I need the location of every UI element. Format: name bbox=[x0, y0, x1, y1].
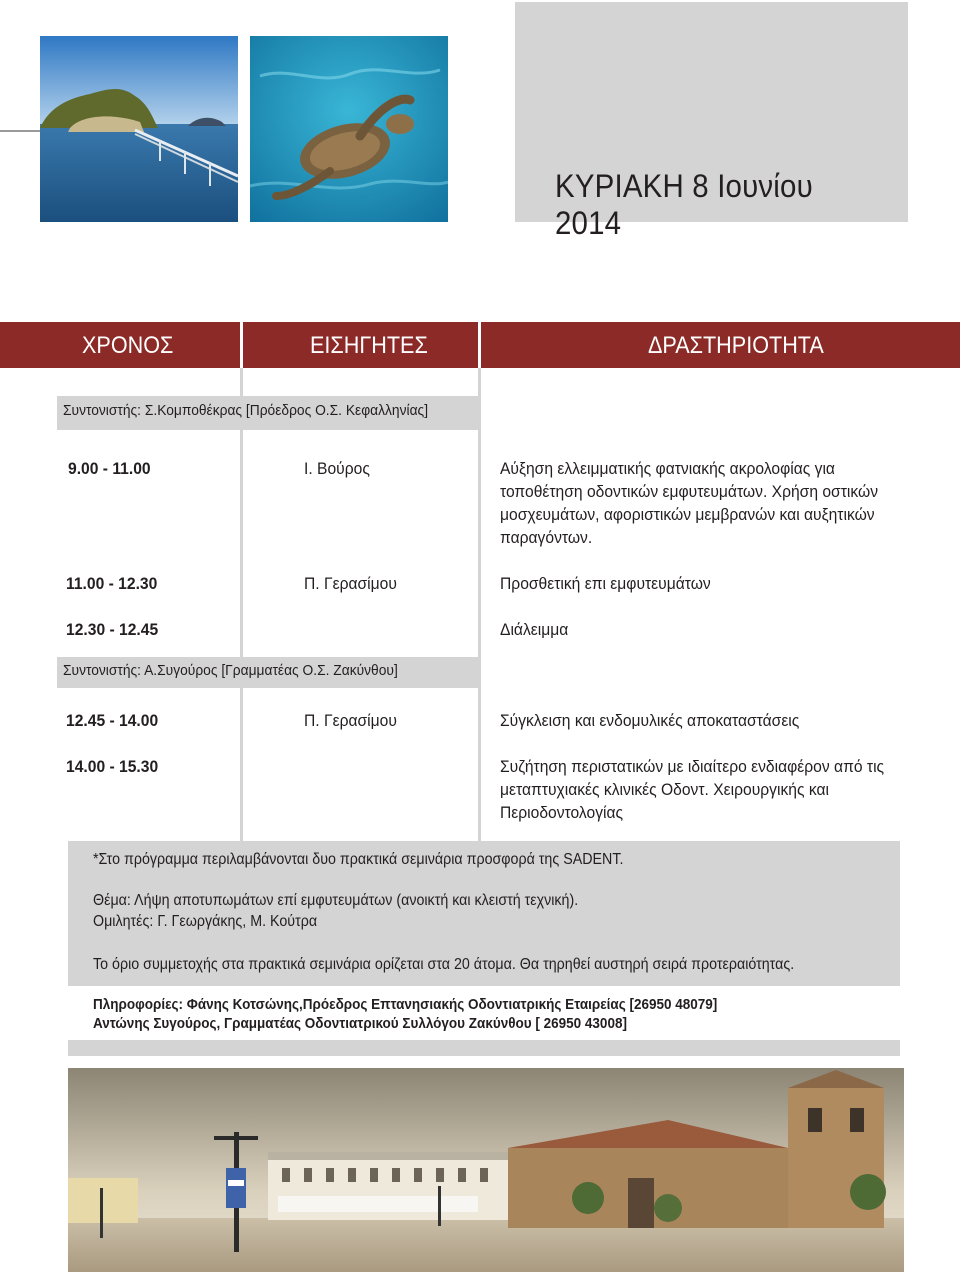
activity-line: Προσθετική επι εμφυτευμάτων bbox=[500, 574, 711, 593]
header-divider bbox=[240, 322, 243, 368]
activity-line: παραγόντων. bbox=[500, 528, 593, 547]
photo-island-bridge bbox=[40, 36, 238, 222]
column-divider bbox=[240, 368, 243, 841]
contact-info-1: Πληροφορίες: Φάνης Κοτσώνης,Πρόεδρος Επτανησιακής Οδοντιατρικής Εταιρείας [26950 48079] bbox=[93, 996, 718, 1013]
header-divider bbox=[478, 322, 481, 368]
row-time: 11.00 - 12.30 bbox=[66, 574, 158, 593]
activity-line: μοσχευμάτων, αφοριστικών μεμβρανών και αυξητικών bbox=[500, 505, 875, 524]
header-speakers: ΕΙΣΗΓΗΤΕΣ bbox=[310, 332, 428, 359]
activity-line: Συζήτηση περιστατικών με ιδιαίτερο ενδιαφέρον από τις bbox=[500, 757, 885, 776]
activity-line: τοποθέτηση οδοντικών εμφυτευμάτων. Χρήση οστικών bbox=[500, 482, 879, 501]
column-divider bbox=[478, 368, 481, 841]
row-speaker: Π. Γερασίμου bbox=[304, 711, 397, 730]
left-margin-rule bbox=[0, 130, 42, 132]
photo-town-square bbox=[68, 1068, 904, 1272]
row-speaker: Ι. Βούρος bbox=[304, 459, 370, 478]
session2-coordinator-strip bbox=[57, 657, 479, 688]
seminar-speakers: Ομιλητές: Γ. Γεωργάκης, Μ. Κούτρα bbox=[93, 913, 318, 930]
row-speaker: Π. Γερασίμου bbox=[304, 574, 397, 593]
schedule-header bbox=[0, 322, 960, 368]
activity-line: μεταπτυχιακές κλινικές Οδοντ. Χειρουργικής και bbox=[500, 780, 830, 799]
date-panel bbox=[515, 2, 908, 241]
activity-line: Περιοδοντολογίας bbox=[500, 803, 624, 822]
seminar-topic: Θέμα: Λήψη αποτυπωμάτων επί εμφυτευμάτων (ανοικτή και κλειστή τεχνική). bbox=[93, 892, 579, 909]
row-activity bbox=[500, 755, 896, 824]
date-title: ΚΥΡΙΑΚΗ 8 Ιουνίου 2014 bbox=[555, 168, 813, 241]
session1-coordinator-strip bbox=[57, 396, 479, 430]
activity-line: Σύγκλειση και ενδομυλικές αποκαταστάσεις bbox=[500, 711, 800, 730]
activity-line: Διάλειμμα bbox=[500, 620, 569, 639]
bottom-divider-strip bbox=[68, 1040, 900, 1056]
row-activity bbox=[500, 709, 896, 732]
activity-line: Αύξηση ελλειμματικής φατνιακής ακρολοφίας για bbox=[500, 459, 835, 478]
row-time: 9.00 - 11.00 bbox=[68, 459, 151, 478]
row-time: 14.00 - 15.30 bbox=[66, 757, 159, 776]
row-activity bbox=[500, 457, 896, 549]
participation-limit: Το όριο συμμετοχής στα πρακτικά σεμινάρια ορίζεται στα 20 άτομα. Θα τηρηθεί αυστηρή σειρά προτεραιότητας. bbox=[93, 956, 795, 973]
header-time: ΧΡΟΝΟΣ bbox=[82, 332, 174, 359]
session2-coordinator: Συντονιστής: Α.Συγούρος [Γραμματέας Ο.Σ. Ζακύνθου] bbox=[63, 662, 398, 679]
row-activity bbox=[500, 572, 896, 595]
row-activity bbox=[500, 618, 896, 641]
session1-coordinator: Συντονιστής: Σ.Κομποθέκρας [Πρόεδρος Ο.Σ. Κεφαλληνίας] bbox=[63, 402, 429, 419]
seminars-note: *Στο πρόγραμμα περιλαμβάνονται δυο πρακτικά σεμινάρια προσφορά της SADENT. bbox=[93, 851, 624, 868]
contact-info-2: Αντώνης Συγούρος, Γραμματέας Οδοντιατρικού Συλλόγου Ζακύνθου [ 26950 43008] bbox=[93, 1015, 627, 1032]
row-time: 12.30 - 12.45 bbox=[66, 620, 159, 639]
row-time: 12.45 - 14.00 bbox=[66, 711, 159, 730]
header-activity: ΔΡΑΣΤΗΡΙΟΤΗΤΑ bbox=[648, 332, 824, 359]
photo-sea-turtle bbox=[250, 36, 448, 222]
